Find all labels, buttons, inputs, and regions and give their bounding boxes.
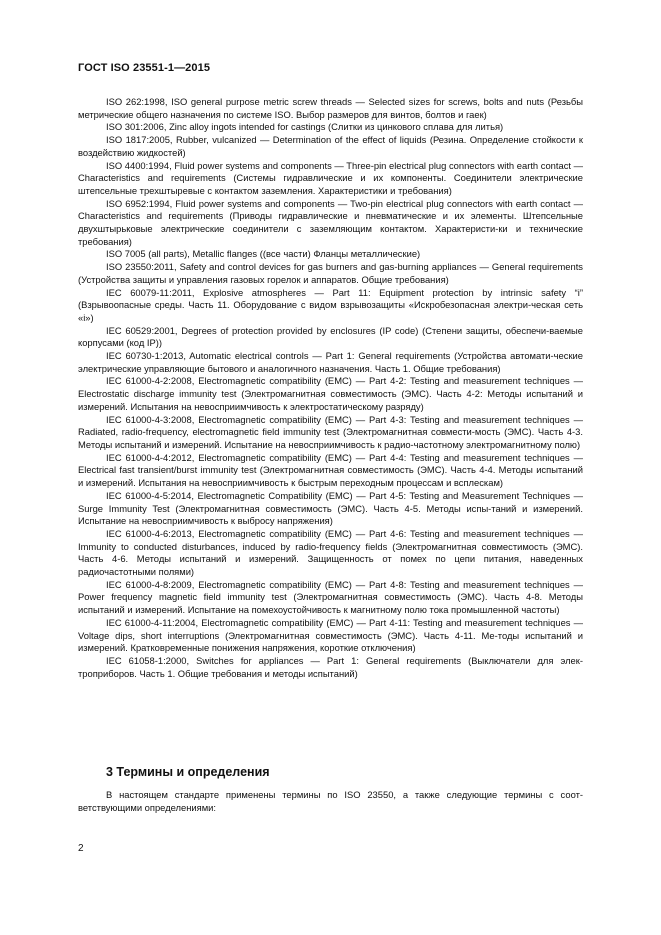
reference-item: IEC 61000-4-11:2004, Electromagnetic compatibility (EMC) — Part 4-11: Testing and measurement techniques — Voltage dips, short interruptions (Электромагнитная совместимость (ЭМС). Часть 4-11. Ме-тоды испытаний и измерений. Кратковременные понижения напряжения, короткие отключения): [78, 616, 583, 654]
reference-item: ISO 4400:1994, Fluid power systems and components — Three-pin electrical plug connectors with earth contact — Characteristics and requirements (Системы гидравлические и их компоненты. Соединители электрические штепсельные трехштыревые с контактом заземления. Характеристики и требования): [78, 159, 583, 196]
reference-item: IEC 60529:2001, Degrees of protection provided by enclosures (IP code) (Степени защиты, обеспечи-ваемые корпусами (код IP)): [78, 324, 583, 349]
document-header-id: ГОСТ ISO 23551-1—2015: [78, 62, 211, 74]
reference-item: ISO 301:2006, Zinc alloy ingots intended for castings (Слитки из цинкового сплава для литья): [106, 121, 504, 133]
reference-item: IEC 60079-11:2011, Explosive atmospheres — Part 11: Equipment protection by intrinsic safety “i” (Взрывоопасные среды. Часть 11. Оборудование с видом взрывозащиты «Искробезопасная электри-ческая сеть «i»): [78, 286, 583, 323]
reference-item: IEC 61000-4-8:2009, Electromagnetic compatibility (EMC) — Part 4-8: Testing and measurement techniques — Power frequency magnetic field immunity test (Электромагнитная совместимость (ЭМС). Часть 4-8. Методы испытаний и измерений. Испытание на помехоустойчивость к магнитному полю тока промышленной частоты): [78, 578, 583, 616]
page-number: 2: [78, 843, 84, 854]
normative-references-list: [78, 96, 583, 680]
reference-item: ISO 262:1998, ISO general purpose metric screw threads — Selected sizes for screws, bolts and nuts (Резьбы метрические общего назначения по системе ISO. Выбор размеров для винтов, болтов и гаек): [78, 96, 583, 120]
reference-item: IEC 61000-4-3:2008, Electromagnetic compatibility (EMC) — Part 4-3: Testing and measurement techniques — Radiated, radio-frequency, electromagnetic field immunity test (Электромагнитная совмести-мость (ЭМС). Часть 4-3. Методы испытаний и измерений. Испытание на невосприимчивость к радио-частотному электромагнитному полю): [78, 413, 583, 450]
reference-item: IEC 61000-4-5:2014, Electromagnetic Compatibility (EMC) — Part 4-5: Testing and Measurement Techniques — Surge Immunity Test (Электромагнитная совместимость (ЭМС). Часть 4-5. Методы испы-таний и измерений. Испытание на невосприимчивость к выбросу напряжения): [78, 489, 583, 527]
reference-item: IEC 61000-4-4:2012, Electromagnetic compatibility (EMC) — Part 4-4: Testing and measurement techniques — Electrical fast transient/burst immunity test (Электромагнитная совместимость (ЭМС). Часть 4-4. Методы испытаний и измерений. Испытания на невосприимчивость к быстрым переходным процессам и всплескам): [78, 451, 583, 489]
reference-item: IEC 61000-4-6:2013, Electromagnetic compatibility (EMC) — Part 4-6: Testing and measurement techniques — Immunity to conducted disturbances, induced by radio-frequency fields (Электромагнитная совместимость (ЭМС). Часть 4-6. Методы испытаний и измерений. Защищенность от помех по цепи питания, наведенных радиочастотными полями): [78, 527, 583, 578]
section-intro-text: В настоящем стандарте применены термины по ISO 23550, а также следующие термины с соот-ветствующими определениями:: [78, 789, 583, 813]
reference-item: IEC 60730-1:2013, Automatic electrical controls — Part 1: General requirements (Устройства автомати-ческие электрические управляющие бытового и аналогичного назначения. Часть 1. Общие требования): [78, 350, 583, 374]
section-heading: 3 Термины и определения: [106, 765, 270, 779]
reference-item: ISO 7005 (all parts), Metallic flanges ((все части) Фланцы металлические): [106, 248, 421, 260]
section-intro: [78, 789, 583, 814]
reference-item: ISO 23550:2011, Safety and control devices for gas burners and gas-burning appliances — General requirements (Устройства защиты и управления газовых горелок и аппаратов. Общие требования): [78, 261, 583, 285]
reference-item: ISO 1817:2005, Rubber, vulcanized — Determination of the effect of liquids (Резина. Определение стойкости к воздействию жидкостей): [78, 134, 583, 158]
reference-item: ISO 6952:1994, Fluid power systems and components — Two-pin electrical plug connectors with earth contact — Characteristics and requirements (Приводы гидравлические и пневматические и их элементы. Штепсельные двухштырьковые электрические соединители с заземляющим контактом. Характеристи-ки и технические требования): [78, 197, 583, 247]
reference-item: IEC 61058-1:2000, Switches for appliances — Part 1: General requirements (Выключатели для элек-троприборов. Часть 1. Общие требования и методы испытаний): [78, 654, 583, 679]
reference-item: IEC 61000-4-2:2008, Electromagnetic compatibility (EMC) — Part 4-2: Testing and measurement techniques — Electrostatic discharge immunity test (Электромагнитная совместимость (ЭМС). Часть 4-2: Методы испытаний и измерений. Испытания на невосприимчивость к электростатическому разряду): [78, 375, 583, 412]
